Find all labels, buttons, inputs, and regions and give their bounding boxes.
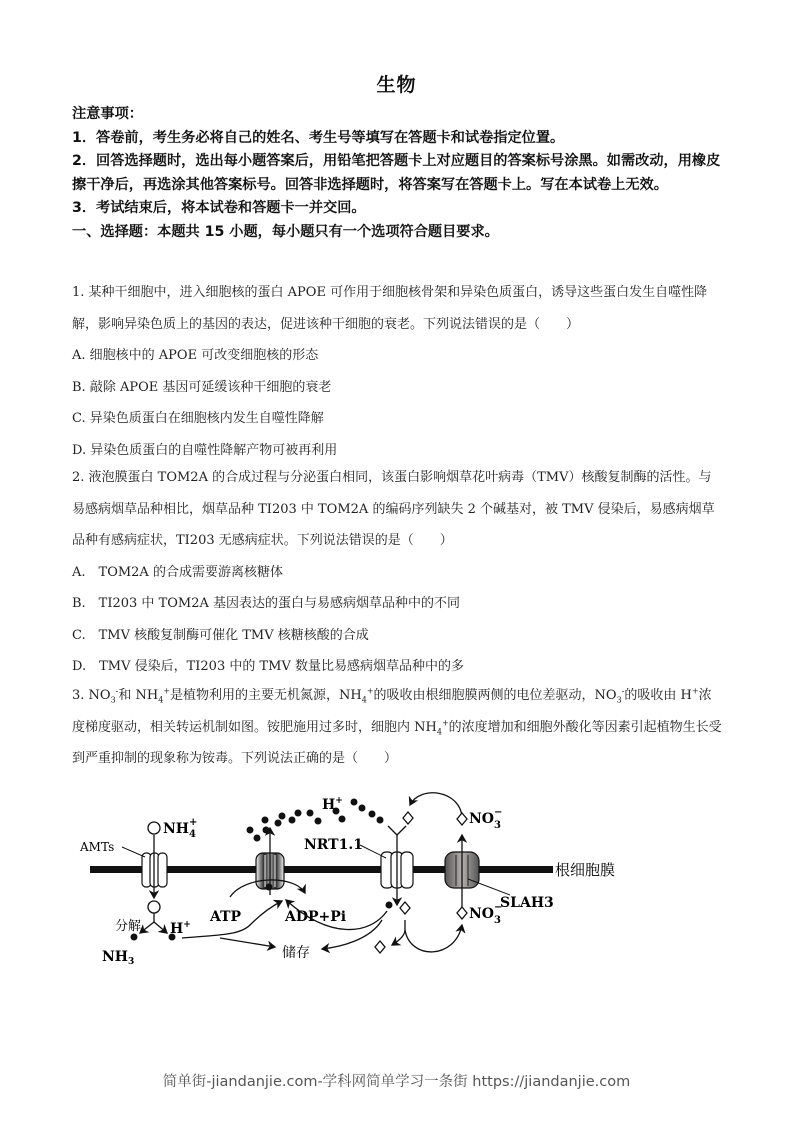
notice-item-3: 3．考试结束后，将本试卷和答题卡一并交回。	[72, 200, 366, 216]
question-stem: 3. $NO_3^-$和 $NH_4^+$是植物利用的主要无机氮源，$NH_4^+$的吸收由根细胞膜两侧的电位差驱动，$NO_3^-$的吸收由 H+浓度梯度驱动，相关转运机制如图。铵肥施用过多时，细胞内 $NH_4^+$的浓度增加和细胞外酸化等因素引起植物生长受到严重抑制的现象称为铵毒。下列说法正确的是（ ）	[72, 686, 722, 766]
svg-text:H+: H+	[170, 920, 191, 937]
option-c: C. TMV 核酸复制酶可催化 TMV 核糖核酸的合成	[72, 627, 369, 643]
proton-dots	[247, 799, 384, 842]
storage-label: 储存	[282, 945, 310, 961]
option-a: A. TOM2A 的合成需要游离核糖体	[72, 564, 283, 580]
transport-diagram	[70, 775, 630, 975]
atp-label: ATP	[210, 909, 242, 925]
notice-item-2: 2．回答选择题时，选出每小题答案后，用铅笔把答题卡上对应题目的答案标号涂黑。如需改动，用橡皮擦干净后，再选涂其他答案标号。回答非选择题时，将答案写在答题卡上。写在本试卷上无效。	[72, 153, 721, 193]
svg-text:NO3−: $NO_3-$	[469, 807, 503, 831]
option-d: D. 异染色质蛋白的自噬性降解产物可被再利用	[72, 442, 338, 458]
option-d: D. TMV 侵染后，TI203 中的 TMV 数量比易感病烟草品种中的多	[72, 659, 464, 674]
question-3	[72, 680, 722, 775]
membrane-label: 根细胞膜	[555, 861, 616, 879]
question-2	[72, 462, 722, 683]
footer-watermark: 简单街-jiandanjie.com-学科网简单学习一条街 https://jiandanjie.com	[162, 1074, 631, 1090]
option-a: A. 细胞核中的 APOE 可改变细胞核的形态	[72, 348, 319, 363]
notice-block	[72, 103, 722, 244]
notice-heading: 注意事项：	[72, 106, 143, 122]
page-title: 生物	[376, 74, 417, 96]
section-heading: 一、选择题：本题共 15 小题，每小题只有一个选项符合题目要求。	[72, 223, 499, 240]
svg-text:NH4+: $NH_4+$	[163, 817, 198, 840]
nrt-label: NRT1.1	[304, 837, 363, 853]
nh4-outside-icon	[148, 822, 160, 834]
notice-item-1: 1．答卷前，考生务必将自己的姓名、考生号等填写在答题卡和试卷指定位置。	[72, 129, 565, 146]
option-b: B. TI203 中 TOM2A 基因表达的蛋白与易感病烟草品种中的不同	[72, 596, 461, 611]
decompose-label: 分解	[115, 919, 142, 934]
question-1	[72, 277, 722, 466]
amts-label: AMTs	[80, 840, 115, 854]
option-b: B. 敲除 APOE 基因可延缓该种干细胞的衰老	[72, 379, 332, 395]
question-stem: 1. 某种干细胞中，进入细胞核的蛋白 APOE 可作用于细胞核骨架和异染色质蛋白，诱导这些蛋白发生自噬性降解，影响异染色质上的基因的表达，促进该种干细胞的衰老。下列说法错误的是（ ）	[72, 285, 708, 332]
no3-diamond-icon	[403, 812, 413, 824]
svg-text:NH3: $NH_3$	[102, 949, 135, 967]
option-c: C. 异染色质蛋白在细胞核内发生自噬性降解	[72, 411, 324, 426]
svg-text:H+: H+	[322, 796, 343, 813]
svg-text:NO3−: $NO_3-$	[469, 902, 503, 926]
adp-label: ADP+Pi	[285, 909, 347, 925]
nh4-inside-icon	[148, 901, 160, 913]
question-stem: 2. 液泡膜蛋白 TOM2A 的合成过程与分泌蛋白相同，该蛋白影响烟草花叶病毒（TMV）核酸复制酶的活性。与易感病烟草品种相比，烟草品种 TI203 中 TOM2A 的编码序列缺失 2 个碱基对，被 TMV 侵染后，易感病烟草品种有感病症状，TI203 无感病症状。下列说法错误的是（ ）	[72, 470, 715, 548]
slah3-label: SLAH3	[500, 895, 554, 911]
